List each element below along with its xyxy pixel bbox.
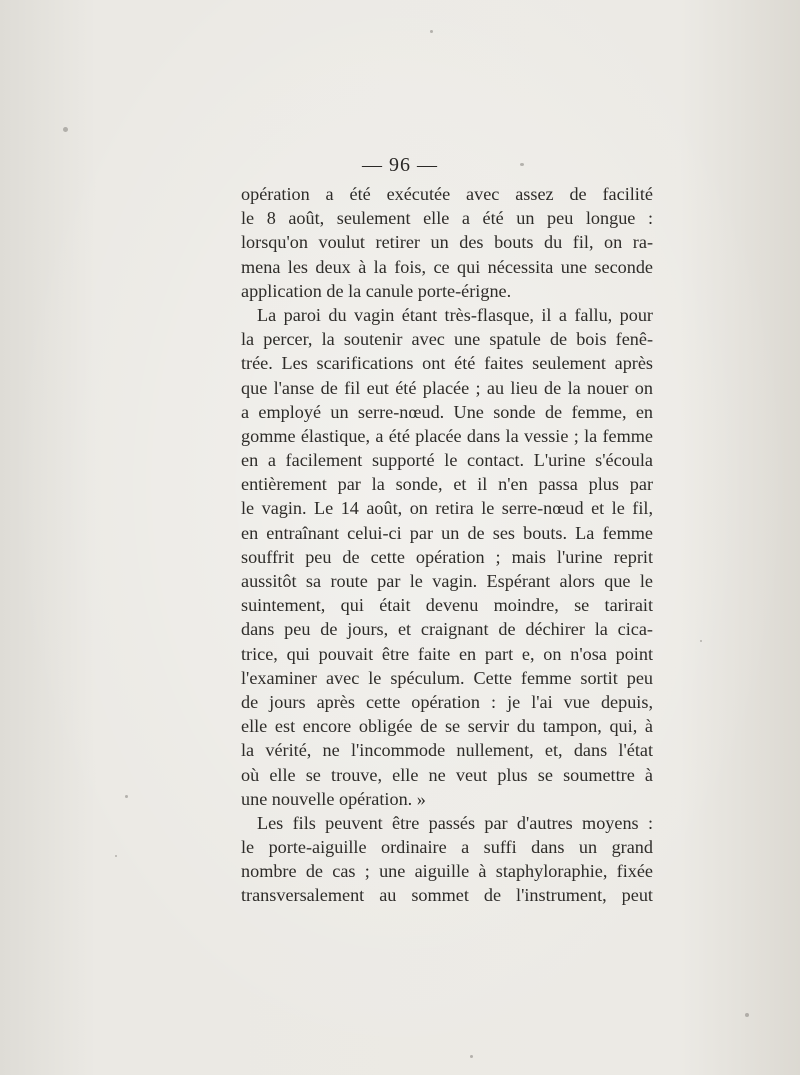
text-line: de jours après cette opération : je l'ai vue depuis, bbox=[241, 691, 653, 712]
text-line: la vérité, ne l'incommode nullement, et, dans l'état bbox=[241, 740, 653, 761]
paper-speck bbox=[700, 640, 702, 642]
paper-speck bbox=[470, 1055, 473, 1058]
text-line: a employé un serre-nœud. Une sonde de femme, en bbox=[241, 401, 653, 422]
text-line: dans peu de jours, et craignant de déchirer la cica- bbox=[241, 619, 653, 640]
paper-speck bbox=[125, 795, 128, 798]
paper-speck bbox=[745, 1013, 749, 1017]
paper-speck bbox=[63, 127, 68, 132]
text-line: le vagin. Le 14 août, on retira le serre-nœud et le fil, bbox=[241, 498, 653, 519]
text-line: trée. Les scarifications ont été faites seulement après bbox=[241, 353, 653, 374]
page-number: — 96 — bbox=[362, 154, 438, 176]
text-line: le 8 août, seulement elle a été un peu longue : bbox=[241, 208, 653, 229]
text-line: application de la canule porte-érigne. bbox=[241, 280, 512, 301]
text-line: souffrit peu de cette opération ; mais l'urine reprit bbox=[241, 546, 653, 567]
text-line: en entraînant celui-ci par un de ses bouts. La femme bbox=[241, 522, 653, 543]
text-line: que l'anse de fil eut été placée ; au lieu de la nouer on bbox=[241, 377, 653, 398]
text-line: la percer, la soutenir avec une spatule de bois fenê- bbox=[241, 329, 653, 350]
text-line: suintement, qui était devenu moindre, se tarirait bbox=[241, 595, 653, 616]
text-line: elle est encore obligée de se servir du tampon, qui, à bbox=[241, 716, 653, 737]
text-line: lorsqu'on voulut retirer un des bouts du fil, on ra- bbox=[241, 232, 653, 253]
body-text bbox=[241, 182, 653, 908]
text-line: Les fils peuvent être passés par d'autres moyens : bbox=[257, 812, 653, 833]
text-line: l'examiner avec le spéculum. Cette femme sortit peu bbox=[241, 667, 653, 688]
text-line: entièrement par la sonde, et il n'en passa plus par bbox=[241, 474, 653, 495]
paper-speck bbox=[430, 30, 433, 33]
paper-speck bbox=[115, 855, 117, 857]
text-line: opération a été exécutée avec assez de facilité bbox=[241, 184, 653, 204]
text-line: trice, qui pouvait être faite en part e, on n'osa point bbox=[241, 643, 653, 664]
text-line: nombre de cas ; une aiguille à staphyloraphie, fixée bbox=[241, 861, 653, 882]
text-line: gomme élastique, a été placée dans la vessie ; la femme bbox=[241, 425, 653, 446]
text-line: La paroi du vagin étant très-flasque, il a fallu, pour bbox=[257, 304, 653, 325]
text-line: transversalement au sommet de l'instrument, peut bbox=[241, 885, 653, 906]
text-line: où elle se trouve, elle ne veut plus se soumettre à bbox=[241, 764, 653, 785]
text-line: une nouvelle opération. » bbox=[241, 788, 426, 809]
text-line: le porte-aiguille ordinaire a suffi dans un grand bbox=[241, 837, 653, 858]
text-line: mena les deux à la fois, ce qui nécessita une seconde bbox=[241, 256, 653, 277]
text-line: aussitôt sa route par le vagin. Espérant alors que le bbox=[241, 571, 653, 591]
text-line: en a facilement supporté le contact. L'urine s'écoula bbox=[241, 450, 653, 471]
